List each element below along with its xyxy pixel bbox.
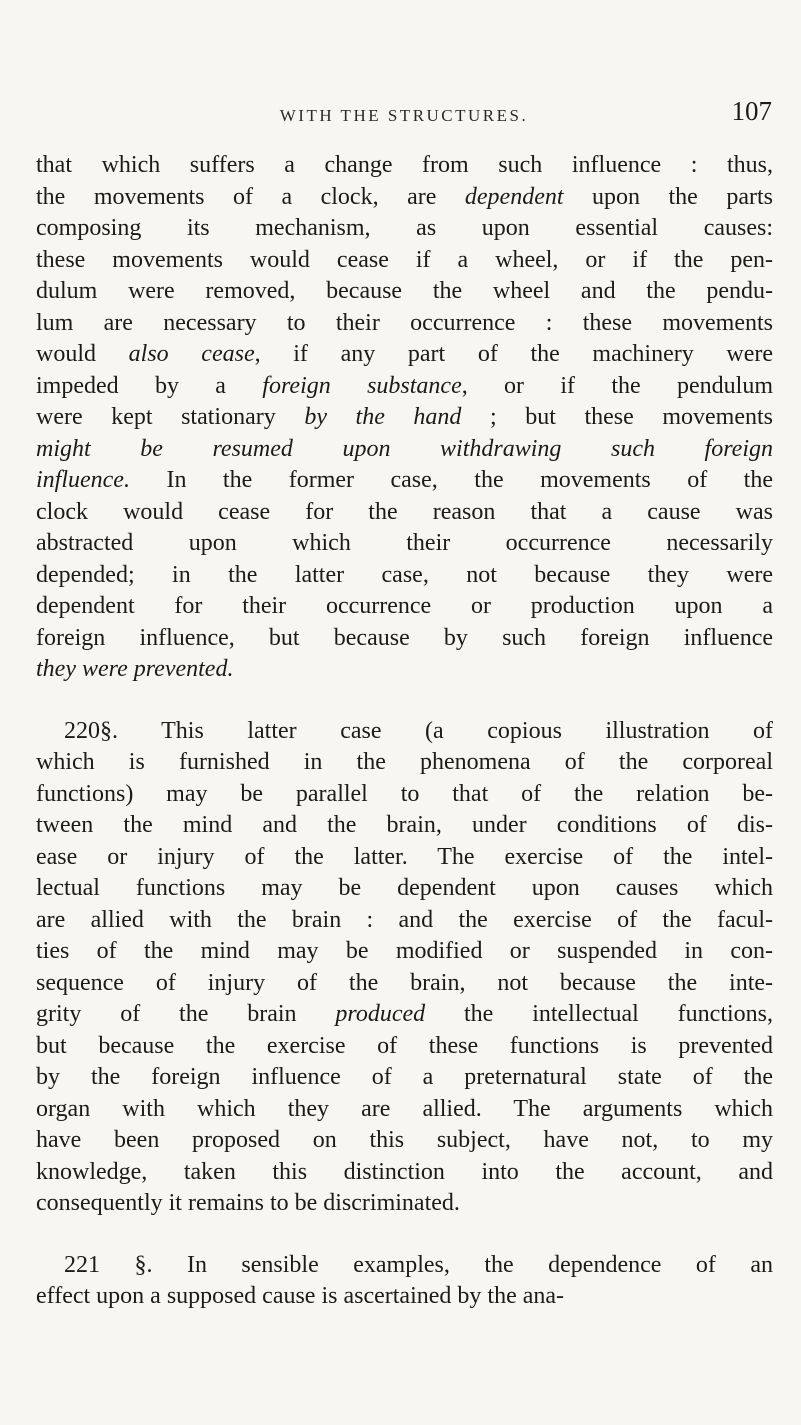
paragraph (36, 716, 773, 1220)
text-run: have been proposed on this subject, have not, to my (36, 1127, 773, 1153)
text-line (36, 560, 773, 592)
text-run: which is furnished in the phenomena of the corporeal (36, 749, 773, 775)
text-run: 221 §. In sensible examples, the dependence of an (64, 1251, 773, 1278)
text-run: 220§. This latter case (a copious illustration of (64, 717, 773, 744)
text-run: In the former case, the movements of the (129, 467, 773, 493)
italic-run: by the hand (304, 404, 462, 430)
text-line (36, 747, 773, 779)
text-run: but because the exercise of these functions is prevented (36, 1032, 773, 1059)
text-line (36, 1062, 773, 1094)
text-run: impeded by a (36, 372, 263, 399)
text-run: these movements would cease if a wheel, or if the pen- (36, 246, 773, 273)
text-run: lectual functions may be dependent upon causes which (36, 875, 773, 901)
text-run: tween the mind and the brain, under conditions of dis- (36, 812, 773, 838)
paragraph (36, 150, 773, 686)
italic-run: they were prevented. (36, 656, 234, 682)
text-run: consequently it remains to be discriminated. (36, 1190, 460, 1216)
text-line (36, 905, 773, 937)
running-title: WITH THE STRUCTURES. (279, 106, 529, 125)
text-run: functions) may be parallel to that of the relation be- (36, 780, 773, 807)
text-line (36, 1250, 773, 1282)
text-run: , if any part of the machinery were (254, 341, 773, 367)
text-line (36, 779, 773, 811)
text-line (36, 528, 773, 560)
text-run: that which suffers a change from such influence : thus, (36, 152, 773, 178)
text-line (36, 999, 773, 1031)
text-line (36, 873, 773, 905)
paragraph (36, 1250, 773, 1313)
italic-run: might be resumed upon withdrawing such foreign (36, 435, 773, 462)
text-run: ties of the mind may be modified or suspended in con- (36, 938, 773, 964)
text-line (36, 1125, 773, 1157)
text-line (36, 150, 773, 182)
text-run: knowledge, taken this distinction into the account, and (36, 1158, 773, 1185)
text-line (36, 402, 773, 434)
text-line (36, 182, 773, 214)
text-line (36, 591, 773, 623)
text-run: depended; in the latter case, not because they were (36, 561, 773, 588)
text-run: ease or injury of the latter. The exercise of the intel- (36, 843, 773, 870)
text-run: dependent for their occurrence or production upon a (36, 593, 773, 619)
text-line (36, 1094, 773, 1126)
text-run: the intellectual functions, (425, 1001, 773, 1027)
text-line (36, 497, 773, 529)
text-line (36, 371, 773, 403)
paragraph-spacer (36, 686, 773, 716)
running-head (36, 96, 772, 132)
text-run: sequence of injury of the brain, not because the inte- (36, 969, 773, 996)
text-line (36, 1281, 773, 1313)
text-run: the movements of a clock, are (36, 183, 465, 210)
text-run: ; but these movements (461, 404, 773, 430)
paragraph-spacer (36, 1220, 773, 1250)
text-run: by the foreign influence of a preternatural state of the (36, 1064, 773, 1090)
text-line (36, 308, 773, 340)
text-run: , or if the pendulum (461, 372, 773, 399)
text-run: upon the parts (563, 183, 773, 210)
text-line (36, 213, 773, 245)
text-line (36, 654, 773, 686)
text-run: abstracted upon which their occurrence necessarily (36, 530, 773, 556)
italic-run: dependent (464, 183, 564, 210)
text-run: were kept stationary (36, 404, 305, 430)
page-number: 107 (731, 96, 772, 126)
text-line (36, 434, 773, 466)
text-line (36, 968, 773, 1000)
text-line (36, 842, 773, 874)
text-line (36, 1157, 773, 1189)
text-line (36, 465, 773, 497)
text-line (36, 1188, 773, 1220)
italic-run: produced (335, 1001, 426, 1027)
italic-run: foreign substance (262, 372, 462, 399)
text-line (36, 810, 773, 842)
text-line (36, 339, 773, 371)
text-run: composing its mechanism, as upon essential causes: (36, 215, 773, 241)
text-line (36, 276, 773, 308)
text-run: are allied with the brain : and the exercise of the facul- (36, 906, 773, 933)
text-line (36, 245, 773, 277)
text-run: grity of the brain (36, 1001, 336, 1027)
text-line (36, 716, 773, 748)
text-line (36, 1031, 773, 1063)
italic-run: also cease (128, 341, 255, 367)
italic-run: influence. (36, 467, 130, 493)
text-run: dulum were removed, because the wheel and the pendu- (36, 278, 773, 304)
text-run: organ with which they are allied. The arguments which (36, 1095, 773, 1122)
text-line (36, 936, 773, 968)
text-run: would (36, 341, 129, 367)
text-run: foreign influence, but because by such foreign influence (36, 624, 773, 651)
text-run: effect upon a supposed cause is ascertained by the ana- (36, 1283, 565, 1309)
text-run: lum are necessary to their occurrence : these movements (36, 309, 773, 336)
body-text (36, 150, 773, 1313)
text-line (36, 623, 773, 655)
text-run: clock would cease for the reason that a cause was (36, 498, 773, 525)
